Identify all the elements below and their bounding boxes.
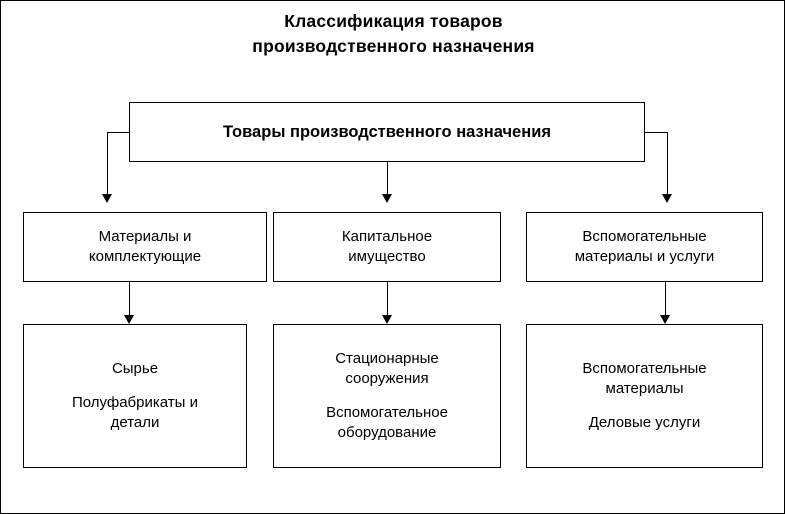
node-capital-property-line-2: имущество: [348, 248, 426, 265]
connector-root-left-across: [107, 132, 130, 133]
node-capital-property-line-1: Капитальное: [341, 228, 433, 245]
arrow-to-materials: [102, 194, 112, 203]
arrow-to-capital: [382, 194, 392, 203]
node-materials-components-line-2: комплектующие: [88, 248, 202, 265]
page-title-line-2: производственного назначения: [252, 36, 535, 56]
node-stationary-equipment-para-1-line-2: сооружения: [345, 370, 429, 387]
node-root-label: Товары производственного назначения: [223, 123, 551, 141]
arrow-to-auxiliary: [662, 194, 672, 203]
node-stationary-equipment[interactable]: [273, 324, 501, 468]
page-title: [1, 9, 785, 59]
arrow-to-stationary: [382, 315, 392, 324]
node-auxiliary-materials-business-services-para-1-line-2: материалы: [605, 380, 684, 397]
node-auxiliary-materials-business-services-para-1-line-1: Вспомогательные: [582, 360, 707, 377]
node-stationary-equipment-para-2-line-2: оборудование: [337, 424, 437, 441]
node-materials-components-line-1: Материалы и: [98, 228, 192, 245]
connector-materials-down: [129, 282, 130, 316]
connector-auxiliary-down: [665, 282, 666, 316]
node-auxiliary-materials-services[interactable]: [526, 212, 763, 282]
node-raw-materials-parts-para-2-line-2: детали: [110, 414, 160, 431]
node-raw-materials-parts-para-1-line-1: Сырье: [111, 360, 159, 377]
arrow-to-auxiliary-materials: [660, 315, 670, 324]
connector-capital-down: [387, 282, 388, 316]
node-auxiliary-materials-services-line-1: Вспомогательные: [582, 228, 707, 245]
connector-root-right-down: [667, 132, 668, 194]
node-auxiliary-materials-business-services[interactable]: [526, 324, 763, 468]
node-materials-components[interactable]: [23, 212, 267, 282]
node-auxiliary-materials-services-line-2: материалы и услуги: [574, 248, 715, 265]
node-capital-property[interactable]: [273, 212, 501, 282]
node-stationary-equipment-para-1-line-1: Стационарные: [335, 350, 439, 367]
node-root[interactable]: [129, 102, 645, 162]
node-stationary-equipment-para-2-line-1: Вспомогательное: [326, 404, 448, 421]
node-auxiliary-materials-business-services-para-2-line-1: Деловые услуги: [588, 414, 701, 431]
node-raw-materials-parts[interactable]: [23, 324, 247, 468]
connector-root-center-down: [387, 162, 388, 194]
page-title-line-1: Классификация товаров: [284, 11, 503, 31]
connector-root-right-across: [644, 132, 668, 133]
node-raw-materials-parts-para-2-line-1: Полуфабрикаты и: [72, 394, 198, 411]
connector-root-left-down: [107, 132, 108, 194]
arrow-to-raw-materials: [124, 315, 134, 324]
